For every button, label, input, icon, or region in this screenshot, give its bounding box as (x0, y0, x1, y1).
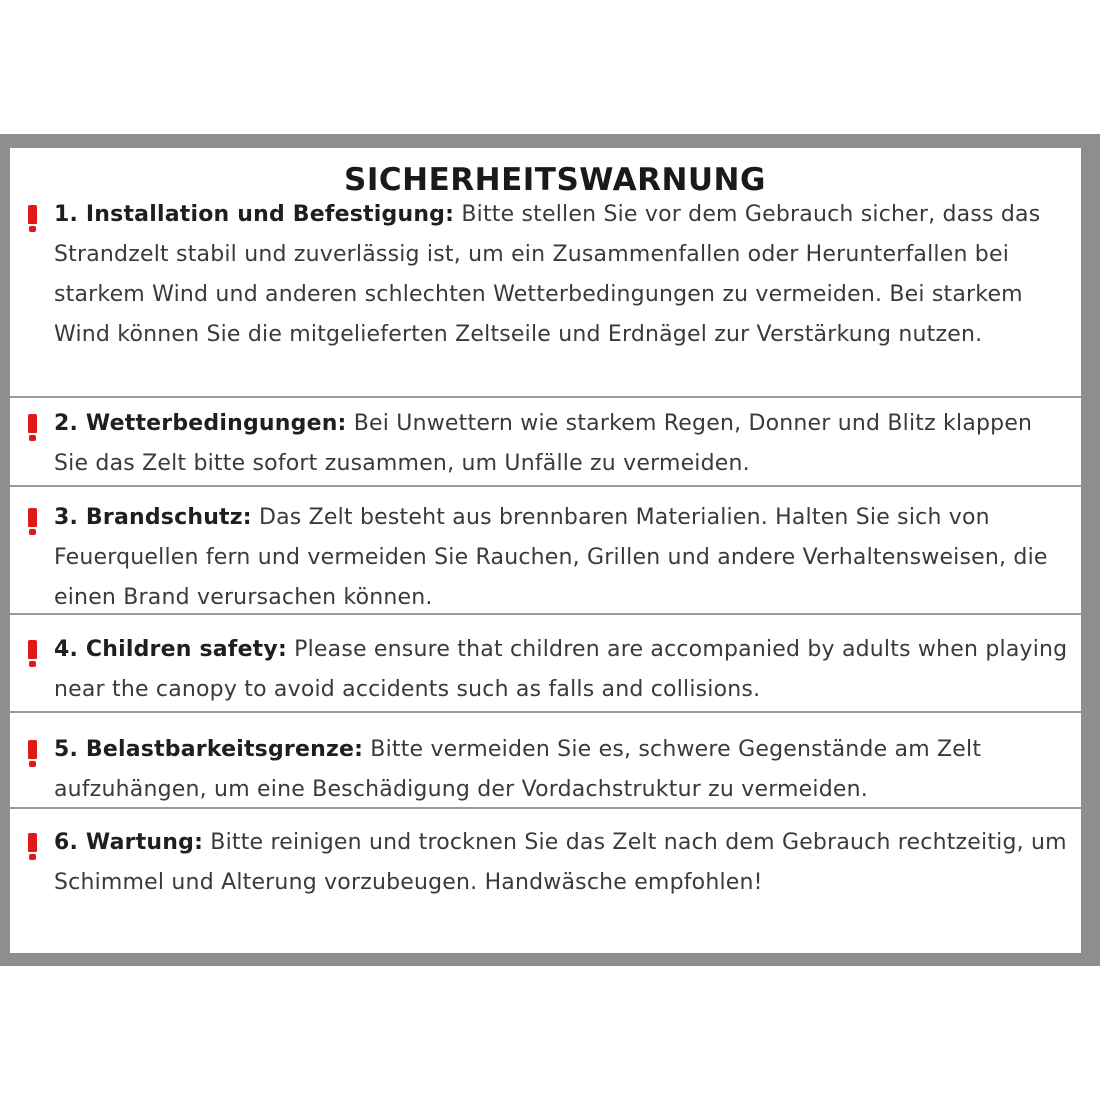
warning-item-installation (10, 195, 1081, 355)
warning-item-heading: 6. Wartung: (54, 830, 204, 855)
warning-item-heading: 2. Wetterbedingungen: (54, 411, 347, 436)
divider (10, 485, 1081, 487)
warning-item-heading: 5. Belastbarkeitsgrenze: (54, 737, 364, 762)
warning-item-maintenance (10, 823, 1081, 903)
warning-item-text: Please ensure that children are accompanied by adults when playing near the canopy to avoid accidents such as falls and collisions. (54, 637, 1068, 702)
page-title: SICHERHEITSWARNUNG (344, 162, 766, 198)
warning-item-load-limit (10, 730, 1081, 810)
warning-card-frame (0, 134, 1100, 966)
warning-item-text: Das Zelt besteht aus brennbaren Materialien. Halten Sie sich von Feuerquellen fern und vermeiden Sie Rauchen, Grillen und andere Verhaltensweisen, die einen Brand verursachen können. (54, 505, 1048, 610)
warning-item-text: Bitte reinigen und trocknen Sie das Zelt nach dem Gebrauch rechtzeitig, um Schimmel und Alterung vorzubeugen. Handwäsche empfohlen! (54, 830, 1067, 895)
warning-item-text: Bitte stellen Sie vor dem Gebrauch sicher, dass das Strandzelt stabil und zuverlässig ist, um ein Zusammenfallen oder Herunterfallen bei starkem Wind und anderen schlechten Wetterbedingungen zu vermeiden. Bei starkem Wind können Sie die mitgelieferten Zeltseile und Erdnägel zur Verstärkung nutzen. (54, 202, 1041, 347)
divider (10, 807, 1081, 809)
warning-item-text: Bei Unwettern wie starkem Regen, Donner und Blitz klappen Sie das Zelt bitte sofort zusammen, um Unfälle zu vermeiden. (54, 411, 1033, 476)
warning-item-fire-protection (10, 498, 1081, 618)
warning-item-heading: 3. Brandschutz: (54, 505, 252, 530)
warning-item-children-safety (10, 630, 1081, 710)
divider (10, 711, 1081, 713)
divider (10, 613, 1081, 615)
warning-item-heading: 1. Installation und Befestigung: (54, 202, 455, 227)
warning-item-weather (10, 404, 1081, 484)
warning-card (10, 148, 1081, 953)
divider (10, 396, 1081, 398)
warning-item-heading: 4. Children safety: (54, 637, 287, 662)
warning-item-text: Bitte vermeiden Sie es, schwere Gegenstände am Zelt aufzuhängen, um eine Beschädigung der Vordachstruktur zu vermeiden. (54, 737, 982, 802)
